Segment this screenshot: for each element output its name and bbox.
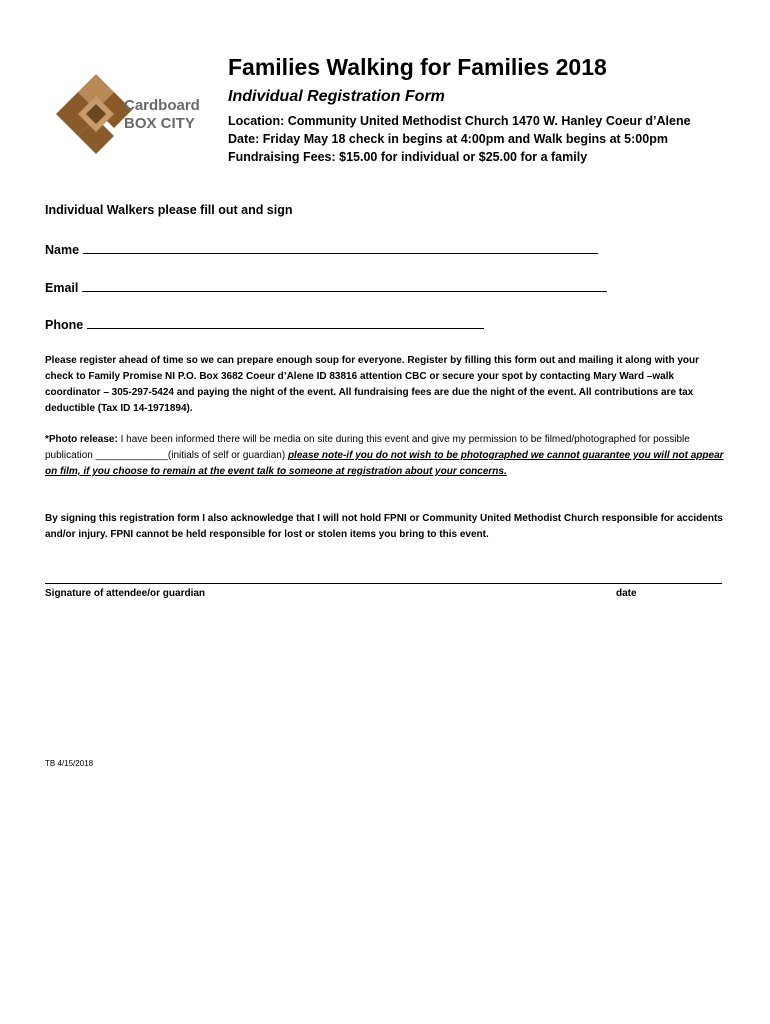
photo-release-text: I have been informed there will be media on site during this event and give my permission to be filmed/photographed for possible publication _____________(initials of self or guardian)	[45, 434, 690, 461]
register-paragraph: Please register ahead of time so we can prepare enough soup for everyone. Register by filling this form out and mailing it along with your check to Family Promise NI P.O. Box 3682 Coeur d’Alene ID 83816 attention CBC or secure your spot by contacting Mary Ward –walk coordinator – 305-297-5424 and paying the night of the event. All fundraising fees are due the night of the event. All contributions are tax deductible (Tax ID 14-1971894).	[45, 355, 700, 414]
email-input-line[interactable]	[82, 279, 607, 292]
email-label: Email	[45, 281, 79, 295]
fees-line: Fundraising Fees: $15.00 for individual or $25.00 for a family	[228, 150, 588, 164]
email-field[interactable]	[45, 279, 725, 295]
header	[228, 52, 748, 166]
photo-release-note: please note-if you do not wish to be photographed we cannot guarantee you will not appear on film, if you choose to remain at the event talk to someone at registration about your concerns.	[45, 450, 724, 477]
intro-text: Individual Walkers please fill out and sign	[45, 203, 293, 217]
logo-line1: Cardboard	[124, 97, 200, 114]
liability-paragraph: By signing this registration form I also acknowledge that I will not hold FPNI or Community United Methodist Church responsible for accidents and/or injury. FPNI cannot be held responsible for lost or stolen items you bring to this event.	[45, 513, 723, 540]
phone-label: Phone	[45, 318, 84, 332]
name-label: Name	[45, 243, 80, 257]
signature-line[interactable]	[45, 583, 722, 584]
form-subtitle: Individual Registration Form	[228, 88, 445, 105]
page-title: Families Walking for Families 2018	[228, 54, 607, 80]
name-field[interactable]	[45, 241, 725, 257]
cardboard-box-city-logo	[56, 74, 206, 154]
phone-input-line[interactable]	[87, 316, 484, 329]
date-label: date	[616, 588, 637, 599]
name-input-line[interactable]	[83, 241, 598, 254]
logo-line2: BOX CITY	[124, 115, 195, 132]
signature-label: Signature of attendee/or guardian	[45, 588, 206, 599]
signature-block	[45, 583, 725, 604]
phone-field[interactable]	[45, 316, 725, 332]
photo-release-label: *Photo release:	[45, 434, 118, 445]
photo-release-paragraph	[45, 432, 725, 480]
location-line: Location: Community United Methodist Church 1470 W. Hanley Coeur d’Alene	[228, 114, 691, 128]
date-line: Date: Friday May 18 check in begins at 4:00pm and Walk begins at 5:00pm	[228, 132, 668, 146]
footer-code: TB 4/15/2018	[45, 759, 94, 768]
